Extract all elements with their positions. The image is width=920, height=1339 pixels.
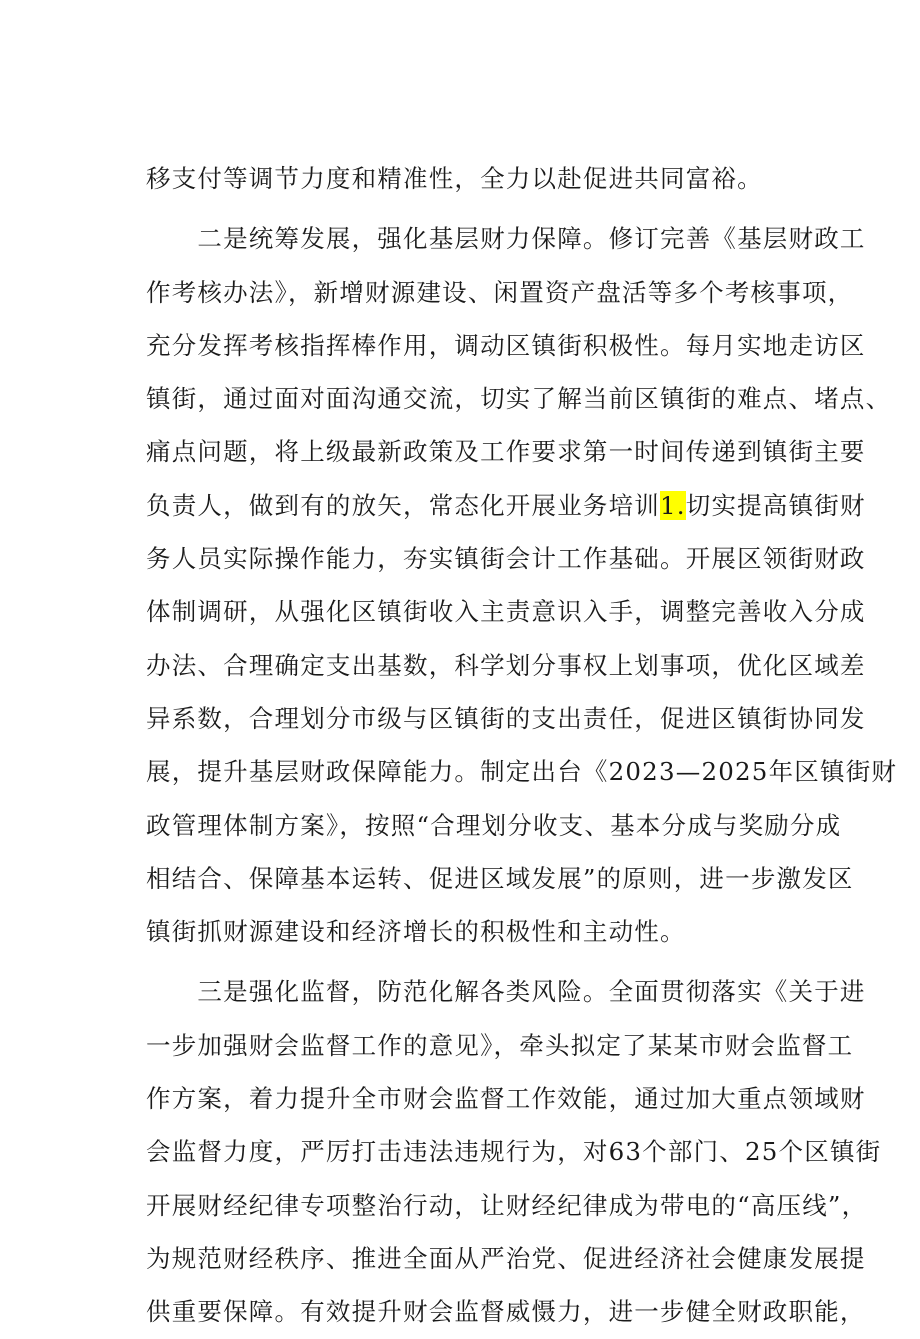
document-body [146,152,898,1339]
text-line: 一步加强财会监督工作的意见》，牵头拟定了某某市财会监督工 [146,1030,854,1060]
highlighted-text: 1. [660,490,686,520]
text-segment: 负责人，做到有的放矢，常态化开展业务培训 [146,490,660,520]
text-line: 会监督力度，严厉打击违法违规行为，对63个部门、25个区镇街 [146,1137,882,1167]
text-line: 镇街抓财源建设和经济增长的积极性和主动性。 [146,917,686,947]
text-line: 二是统筹发展，强化基层财力保障。修订完善《基层财政工 [146,224,866,254]
text-line: 开展财经纪律专项整治行动，让财经纪律成为带电的“高压线”， [146,1190,868,1220]
text-line: 相结合、保障基本运转、促进区域发展”的原则，进一步激发区 [146,863,854,893]
paragraph-gap [146,958,806,965]
text-line: 痛点问题，将上级最新政策及工作要求第一时间传递到镇街主要 [146,437,866,467]
text-line: 作考核办法》，新增财源建设、闲置资产盘活等多个考核事项， [146,277,854,307]
text-line: 三是强化监督，防范化解各类风险。全面贯彻落实《关于进 [146,977,866,1007]
text-line: 体制调研，从强化区镇街收入主责意识入手，调整完善收入分成 [146,597,866,627]
text-segment: 切实提高镇街财 [685,490,866,520]
text-line: 作方案，着力提升全市财会监督工作效能，通过加大重点领域财 [146,1084,866,1114]
text-line: 务人员实际操作能力，夯实镇街会计工作基础。开展区领街财政 [146,544,866,574]
text-line: 移支付等调节力度和精准性，全力以赴促进共同富裕。 [146,164,763,193]
paragraph-gap [146,205,806,212]
text-line-with-highlight [146,479,866,532]
text-line: 充分发挥考核指挥棒作用，调动区镇街积极性。每月实地走访区 [146,330,866,360]
text-line: 为规范财经秩序、推进全面从严治党、促进经济社会健康发展提 [146,1243,866,1273]
text-line: 供重要保障。有效提升财会监督威慑力，进一步健全财政职能， [146,1297,866,1327]
text-line: 异系数，合理划分市级与区镇街的支出责任，促进区镇街协同发 [146,703,866,733]
text-line: 政管理体制方案》，按照“合理划分收支、基本分成与奖励分成 [146,810,842,840]
text-line: 办法、合理确定支出基数，科学划分事权上划事项，优化区域差 [146,650,866,680]
text-line: 展，提升基层财政保障能力。制定出台《2023—2025年区镇街财 [146,757,898,787]
text-line: 镇街，通过面对面沟通交流，切实了解当前区镇街的难点、堵点、 [146,384,892,414]
